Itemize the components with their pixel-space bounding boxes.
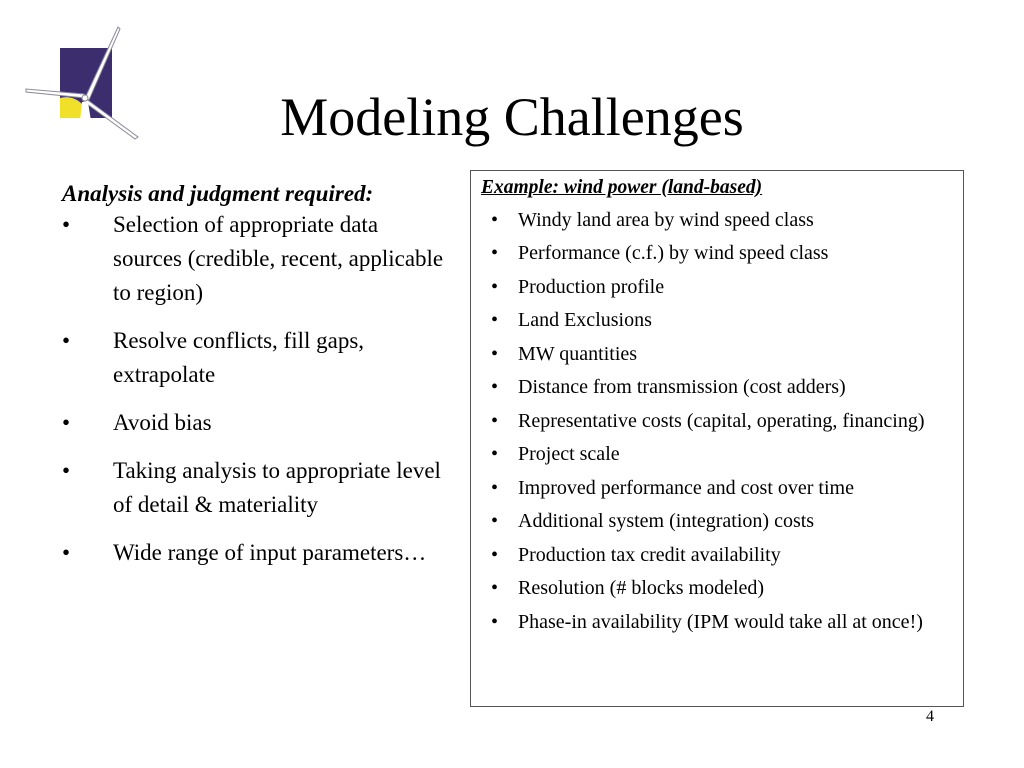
list-item-text: Production profile xyxy=(518,275,665,298)
list-item-text: Wide range of input parameters… xyxy=(113,540,427,565)
list-item-text: Improved performance and cost over time xyxy=(518,476,854,499)
bullet-icon: • xyxy=(491,376,499,398)
list-item xyxy=(481,340,953,368)
bullet-icon: • xyxy=(491,242,499,264)
list-item xyxy=(481,373,953,401)
bullet-icon: • xyxy=(491,275,499,298)
list-item xyxy=(481,206,953,234)
bullet-icon: • xyxy=(62,458,71,483)
list-item xyxy=(62,406,452,440)
list-item-text: Avoid bias xyxy=(113,410,212,435)
bullet-icon: • xyxy=(491,543,499,566)
list-item-text: Phase-in availability (IPM would take all at once!) xyxy=(518,610,923,633)
bullet-icon: • xyxy=(62,410,71,435)
list-item xyxy=(481,273,953,301)
bullet-icon: • xyxy=(491,610,499,633)
list-item-text: Performance (c.f.) by wind speed class xyxy=(518,242,829,264)
list-item xyxy=(62,324,452,392)
list-item-text: Selection of appropriate data sources (credible, recent, applicable to region) xyxy=(113,212,444,305)
example-box-heading: Example: wind power (land-based) xyxy=(481,177,763,198)
list-item-text: Land Exclusions xyxy=(518,309,652,331)
list-item-text: Resolution (# blocks modeled) xyxy=(518,577,765,599)
bullet-icon: • xyxy=(62,212,71,237)
list-item xyxy=(481,407,953,435)
page-number: 4 xyxy=(926,708,934,725)
list-item xyxy=(481,306,953,334)
bullet-icon: • xyxy=(62,328,71,353)
list-item-text: Windy land area by wind speed class xyxy=(518,208,814,231)
list-item-text: Representative costs (capital, operating, financing) xyxy=(518,409,925,432)
example-bullet-list xyxy=(481,206,953,636)
list-item xyxy=(481,574,953,602)
left-panel xyxy=(62,180,452,584)
bullet-icon: • xyxy=(491,208,499,231)
list-item-text: Project scale xyxy=(518,443,620,465)
bullet-icon: • xyxy=(491,476,499,499)
bullet-icon: • xyxy=(491,409,499,432)
example-box xyxy=(470,170,964,707)
list-item xyxy=(481,507,953,535)
list-item-text: Production tax credit availability xyxy=(518,543,781,566)
bullet-icon: • xyxy=(62,540,71,565)
bullet-icon: • xyxy=(491,510,499,532)
bullet-icon: • xyxy=(491,342,499,365)
left-bullet-list xyxy=(62,208,452,570)
list-item-text: Distance from transmission (cost adders) xyxy=(518,376,846,398)
list-item xyxy=(481,608,953,636)
list-item-text: Taking analysis to appropriate level of detail & materiality xyxy=(113,458,441,517)
list-item xyxy=(481,239,953,267)
list-item xyxy=(62,454,452,522)
list-item xyxy=(481,541,953,569)
bullet-icon: • xyxy=(491,577,499,599)
slide-title: Modeling Challenges xyxy=(280,87,744,147)
left-panel-heading: Analysis and judgment required: xyxy=(62,181,374,206)
list-item-text: Resolve conflicts, fill gaps, extrapolate xyxy=(113,328,365,387)
bullet-icon: • xyxy=(491,443,499,465)
list-item xyxy=(481,474,953,502)
bullet-icon: • xyxy=(491,309,499,331)
list-item-text: Additional system (integration) costs xyxy=(518,510,815,532)
list-item xyxy=(62,208,452,310)
list-item-text: MW quantities xyxy=(518,342,638,365)
list-item xyxy=(62,536,452,570)
list-item xyxy=(481,440,953,468)
